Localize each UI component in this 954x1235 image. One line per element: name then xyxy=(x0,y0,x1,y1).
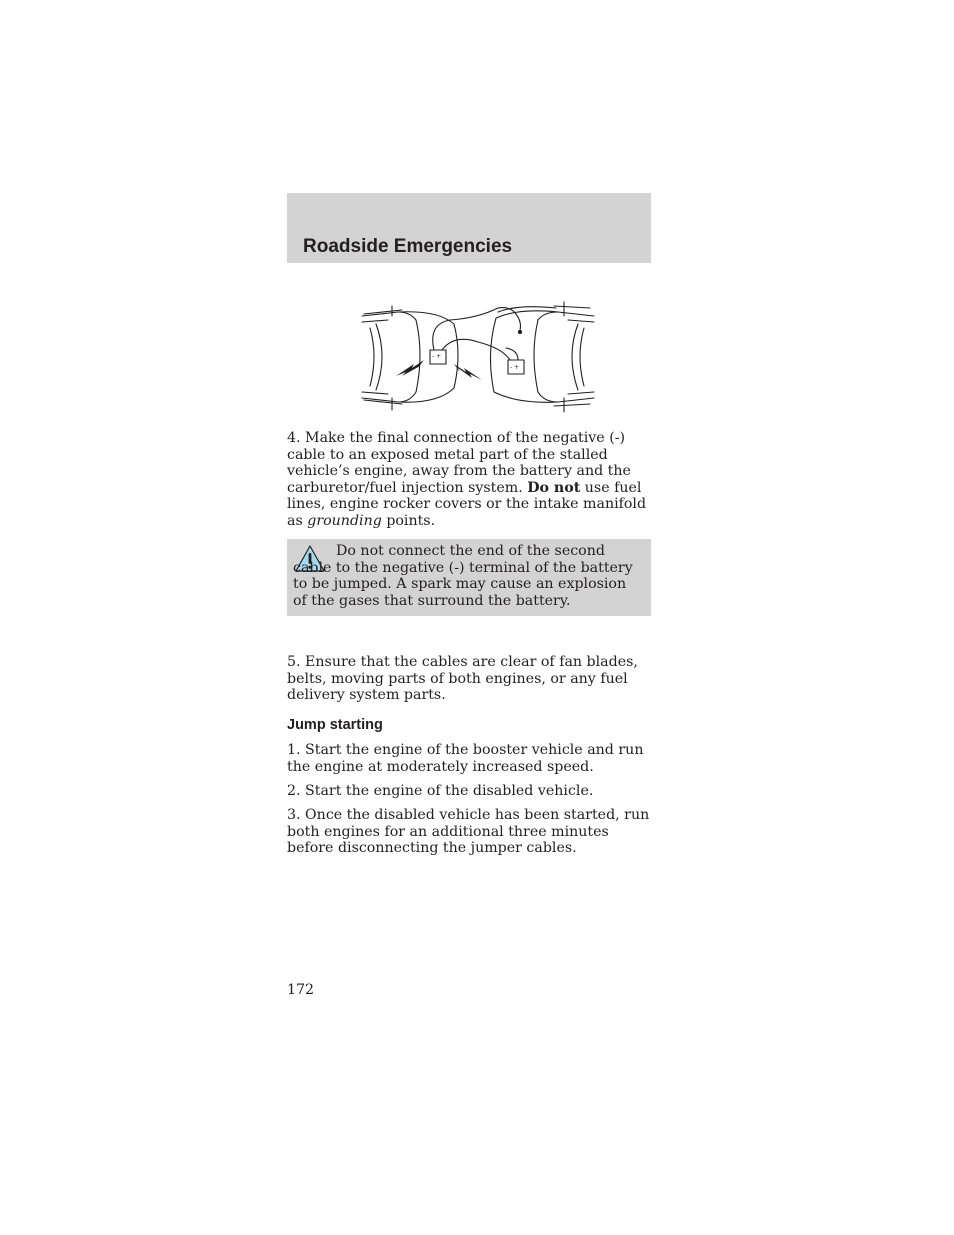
step-4-italic: grounding xyxy=(307,512,382,529)
jumper-cable-diagram xyxy=(358,298,598,414)
jump-step-3: 3. Once the disabled vehicle has been started, run both engines for an additional three minutes before disconnecting the jumper cables. xyxy=(287,807,650,856)
step-4-bold: Do not xyxy=(527,479,581,496)
step-4-paragraph xyxy=(287,430,651,529)
section-header-band xyxy=(287,193,651,263)
step-4-intro: 4. Make the final connection of the negative (-) cable to an exposed metal part of the stalled vehicle’s engine, away from the battery and the carburetor/fuel injection system. xyxy=(287,430,631,496)
svg-text:- +: - + xyxy=(510,364,520,371)
page-number: 172 xyxy=(287,982,315,998)
jump-step-1: 1. Start the engine of the booster vehicle and run the engine at moderately increased speed. xyxy=(287,742,644,775)
section-title: Roadside Emergencies xyxy=(303,236,513,257)
step-4-middle: use fuel lines, engine rocker covers or the intake manifold as xyxy=(287,479,647,529)
jump-starting-heading: Jump starting xyxy=(287,717,383,733)
warning-box xyxy=(287,539,651,616)
warning-text: Do not connect the end of the second cable to the negative (-) terminal of the battery to be jumped. A spark may cause an explosion of the gases that surround the battery. xyxy=(293,543,633,609)
step-4-end: points. xyxy=(386,512,436,529)
svg-text:- +: - + xyxy=(432,353,442,360)
jump-step-2: 2. Start the engine of the disabled vehicle. xyxy=(287,783,594,799)
step-5-paragraph: 5. Ensure that the cables are clear of fan blades, belts, moving parts of both engines, or any fuel delivery system parts. xyxy=(287,654,638,703)
